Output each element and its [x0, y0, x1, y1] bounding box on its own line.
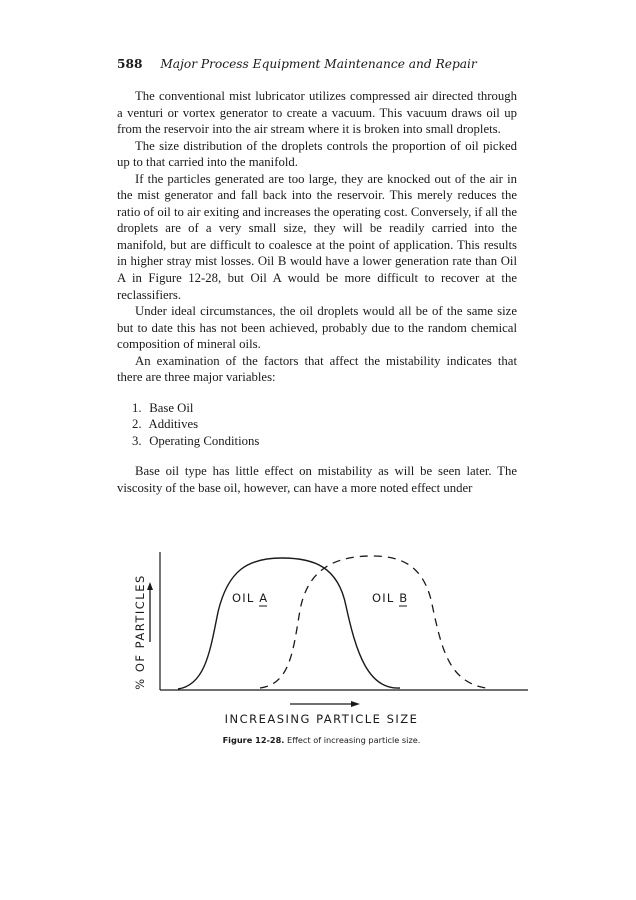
particle-size-chart	[110, 532, 530, 714]
paragraph: Under ideal circumstances, the oil droplets would all be of the same size but to date this has not been achieved, probably due to the random chemical composition of mineral oils.	[117, 304, 517, 352]
oil-b-curve	[260, 556, 486, 688]
paragraph: If the particles generated are too large, they are knocked out of the air in the mist generator and fall back into the reservoir. This merely reduces the ratio of oil to air exiting and increases the operating cost. Conversely, if all the droplets are of a very small size, they will be readily carried into the manifold, but are difficult to coalesce at the point of application. This results in higher stray mist losses. Oil B would have a lower generation rate than Oil A in Figure 12-28, but Oil A would be more difficult to recover at the reclassifiers.	[117, 171, 517, 302]
paragraph: The size distribution of the droplets controls the proportion of oil picked up to that carried into the manifold.	[117, 138, 517, 170]
oil-a-curve	[178, 558, 400, 689]
paragraph: The conventional mist lubricator utilizes compressed air directed through a venturi or vortex generator to create a vacuum. This vacuum draws oil up from the reservoir into the air stream where it is broken into small droplets.	[117, 89, 517, 137]
body-text	[117, 88, 517, 497]
figure-12-28	[110, 532, 530, 714]
list-item	[132, 433, 517, 450]
x-arrow-head	[351, 701, 360, 707]
page-number: 588	[117, 57, 143, 71]
running-header	[117, 57, 477, 71]
y-axis-label: % OF PARTICLES	[133, 574, 147, 690]
paragraph: An examination of the factors that affect the mistability indicates that there are three major variables:	[117, 353, 517, 385]
variables-list	[117, 400, 517, 450]
caption-text: Effect of increasing particle size.	[287, 735, 421, 745]
list-item	[132, 416, 517, 433]
x-axis-label: INCREASING PARTICLE SIZE	[224, 712, 419, 726]
figure-caption	[100, 735, 543, 745]
paragraph: Base oil type has little effect on mistability as will be seen later. The viscosity of the base oil, however, can have a more noted effect under	[117, 464, 517, 496]
list-text: Additives	[148, 417, 199, 432]
list-number: 1.	[132, 400, 142, 415]
list-number: 2.	[132, 417, 142, 432]
list-text: Operating Conditions	[149, 433, 260, 448]
list-number: 3.	[132, 433, 142, 448]
y-arrow-head	[147, 582, 153, 590]
caption-number: Figure 12-28.	[222, 735, 285, 745]
oil-a-label: OIL A	[232, 591, 269, 605]
list-text: Base Oil	[149, 400, 194, 415]
list-item	[132, 400, 517, 417]
oil-b-label: OIL B	[372, 591, 409, 605]
running-title: Major Process Equipment Maintenance and Repair	[160, 57, 477, 71]
